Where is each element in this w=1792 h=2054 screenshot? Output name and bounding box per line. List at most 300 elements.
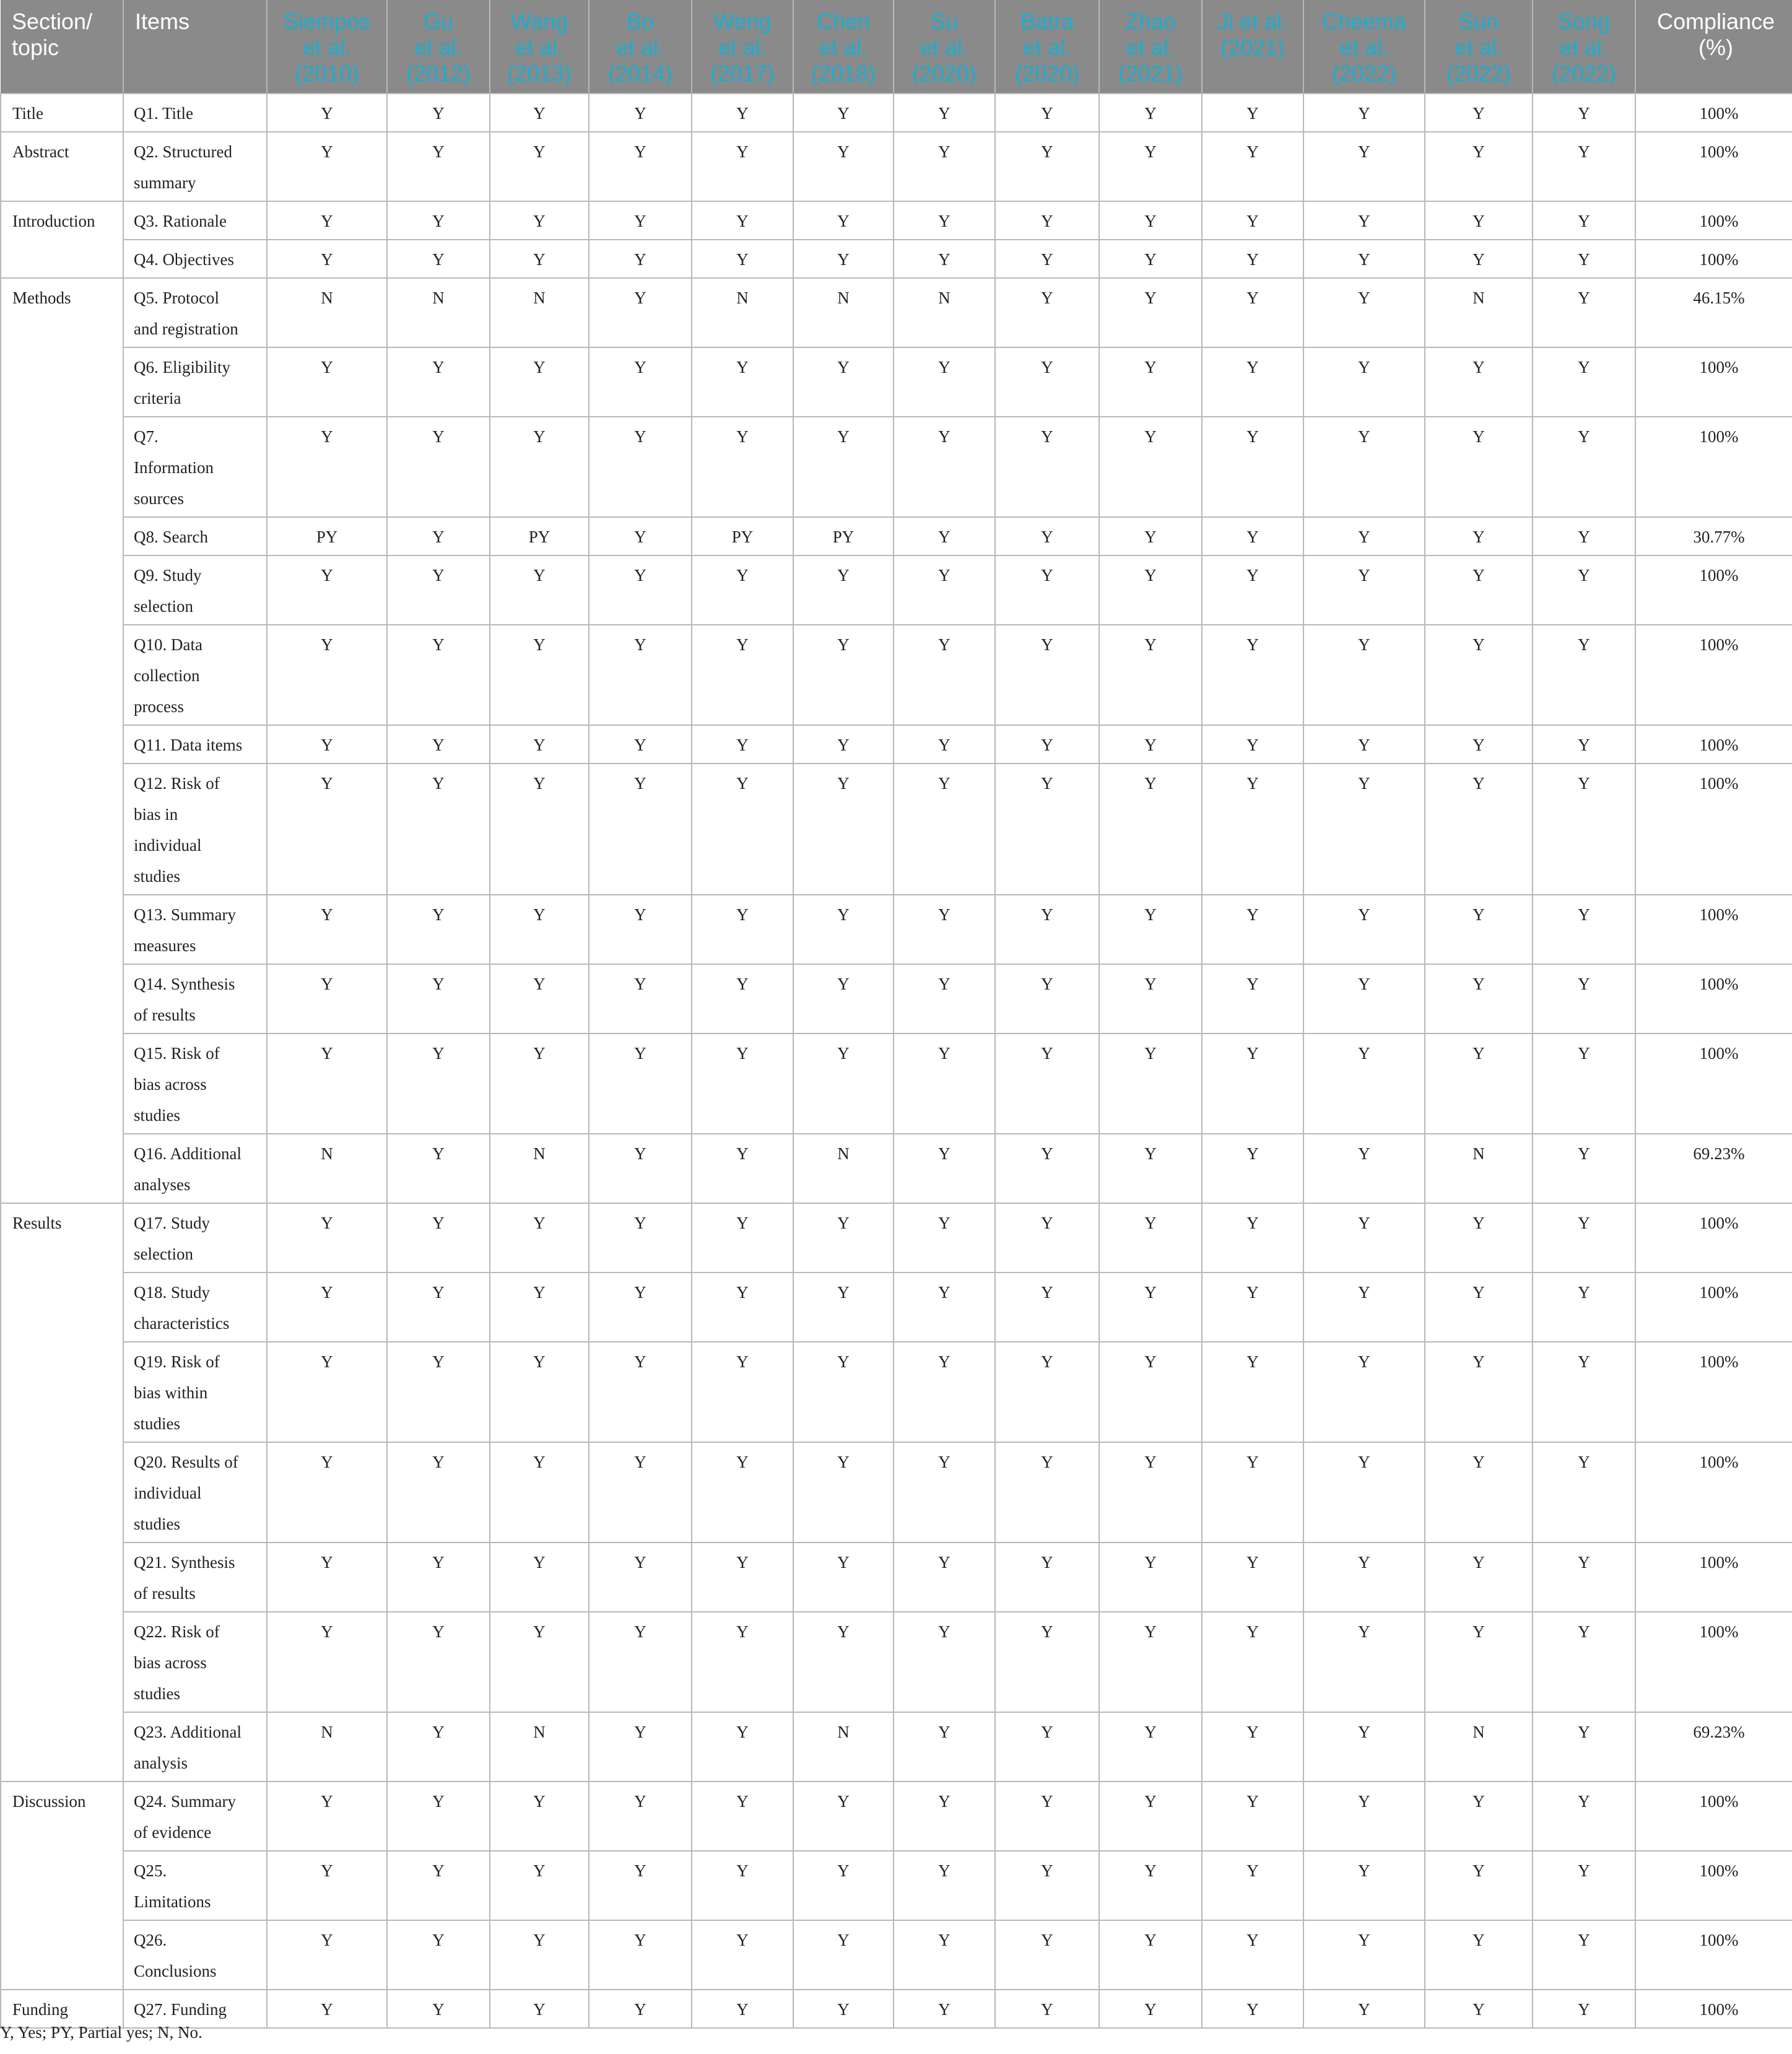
rating-cell: Y xyxy=(793,1273,894,1342)
rating-cell: Y xyxy=(1202,1134,1303,1203)
rating-cell: Y xyxy=(1202,1851,1303,1920)
rating-cell: Y xyxy=(793,725,894,764)
rating-cell: N xyxy=(1425,278,1533,347)
rating-cell: Y xyxy=(995,1034,1099,1134)
item-label-line: studies xyxy=(134,1106,181,1125)
item-label-line: Q13. Summary xyxy=(134,905,236,924)
compliance-cell: 100% xyxy=(1635,1442,1792,1543)
rating-cell: N xyxy=(793,1712,894,1782)
rating-cell: Y xyxy=(894,1034,995,1134)
study-citation-line: et al. xyxy=(414,35,463,60)
rating-cell: Y xyxy=(995,1203,1099,1273)
rating-cell: Y xyxy=(995,764,1099,895)
rating-cell: Y xyxy=(793,1990,894,2028)
item-cell xyxy=(123,240,267,278)
rating-cell: Y xyxy=(1099,94,1202,132)
rating-cell: Y xyxy=(1303,1712,1425,1782)
rating-cell: Y xyxy=(1303,555,1425,625)
rating-cell: Y xyxy=(793,1543,894,1612)
rating-cell: Y xyxy=(1533,1203,1635,1273)
rating-cell: Y xyxy=(793,240,894,278)
rating-cell: Y xyxy=(267,1034,387,1134)
rating-cell: PY xyxy=(267,517,387,555)
item-label-line: Q21. Synthesis xyxy=(134,1553,235,1572)
rating-cell: Y xyxy=(692,725,793,764)
rating-cell: Y xyxy=(589,725,692,764)
rating-cell: Y xyxy=(589,1612,692,1712)
section-cell: Abstract xyxy=(1,132,123,201)
rating-cell: Y xyxy=(1099,1920,1202,1990)
rating-cell: Y xyxy=(589,1273,692,1342)
rating-cell: Y xyxy=(490,347,589,417)
compliance-cell: 100% xyxy=(1635,1612,1792,1712)
rating-cell: Y xyxy=(1533,201,1635,240)
header-study-11[interactable] xyxy=(1303,0,1425,94)
rating-cell: N xyxy=(387,278,490,347)
rating-cell: Y xyxy=(1202,764,1303,895)
compliance-cell: 100% xyxy=(1635,625,1792,725)
table-row xyxy=(1,1134,1792,1203)
compliance-cell: 100% xyxy=(1635,1851,1792,1920)
rating-cell: Y xyxy=(1425,1442,1533,1543)
rating-cell: Y xyxy=(589,132,692,201)
study-citation-line: (2013) xyxy=(507,61,572,86)
study-citation-line: Bo xyxy=(626,9,655,34)
rating-cell: Y xyxy=(1099,278,1202,347)
rating-cell: Y xyxy=(1303,278,1425,347)
study-citation-line: Wang xyxy=(510,9,568,34)
rating-cell: Y xyxy=(1303,895,1425,964)
rating-cell: Y xyxy=(589,1342,692,1442)
item-cell xyxy=(123,517,267,555)
rating-cell: Y xyxy=(490,1920,589,1990)
rating-cell: Y xyxy=(387,1920,490,1990)
rating-cell: Y xyxy=(793,1782,894,1851)
item-cell xyxy=(123,625,267,725)
rating-cell: PY xyxy=(793,517,894,555)
item-cell xyxy=(123,1034,267,1134)
study-citation-line: et al. xyxy=(1022,35,1072,60)
rating-cell: Y xyxy=(1202,1273,1303,1342)
compliance-cell: 100% xyxy=(1635,1990,1792,2028)
rating-cell: Y xyxy=(1425,1034,1533,1134)
header-study-9[interactable] xyxy=(1099,0,1202,94)
table-row xyxy=(1,417,1792,517)
table-row xyxy=(1,625,1792,725)
rating-cell: Y xyxy=(267,555,387,625)
item-label-line: Q17. Study xyxy=(134,1214,211,1232)
rating-cell: Y xyxy=(1425,1851,1533,1920)
rating-cell: Y xyxy=(1099,517,1202,555)
table-row xyxy=(1,764,1792,895)
rating-cell: Y xyxy=(1425,201,1533,240)
item-cell xyxy=(123,94,267,132)
rating-cell: Y xyxy=(692,1920,793,1990)
item-label-line: of results xyxy=(134,1006,196,1024)
rating-cell: Y xyxy=(793,625,894,725)
rating-cell: Y xyxy=(1099,1990,1202,2028)
item-label-line: Conclusions xyxy=(134,1962,217,1980)
rating-cell: Y xyxy=(267,1920,387,1990)
study-citation-line: et al. xyxy=(515,35,564,60)
rating-cell: Y xyxy=(589,964,692,1034)
item-cell xyxy=(123,555,267,625)
table-row xyxy=(1,964,1792,1034)
rating-cell: Y xyxy=(894,1342,995,1442)
rating-cell: Y xyxy=(692,1990,793,2028)
compliance-cell: 100% xyxy=(1635,94,1792,132)
study-citation-line: (2010) xyxy=(294,61,360,86)
item-label-line: Q20. Results of xyxy=(134,1453,238,1471)
rating-cell: Y xyxy=(267,1612,387,1712)
rating-cell: Y xyxy=(1303,1612,1425,1712)
rating-cell: Y xyxy=(589,555,692,625)
rating-cell: Y xyxy=(1202,1442,1303,1543)
item-cell xyxy=(123,1203,267,1273)
item-cell xyxy=(123,1442,267,1543)
compliance-cell: 100% xyxy=(1635,555,1792,625)
rating-cell: Y xyxy=(387,1990,490,2028)
rating-cell: Y xyxy=(1303,94,1425,132)
rating-cell: Y xyxy=(995,1612,1099,1712)
item-cell xyxy=(123,895,267,964)
rating-cell: Y xyxy=(589,417,692,517)
rating-cell: Y xyxy=(894,94,995,132)
rating-cell: Y xyxy=(1425,417,1533,517)
item-cell xyxy=(123,417,267,517)
rating-cell: Y xyxy=(1425,1203,1533,1273)
item-cell xyxy=(123,725,267,764)
rating-cell: Y xyxy=(267,964,387,1034)
rating-cell: Y xyxy=(1202,625,1303,725)
rating-cell: Y xyxy=(490,895,589,964)
item-label-line: criteria xyxy=(134,389,181,407)
header-study-8[interactable] xyxy=(995,0,1099,94)
rating-cell: Y xyxy=(1425,625,1533,725)
rating-cell: Y xyxy=(1533,1990,1635,2028)
rating-cell: Y xyxy=(793,1203,894,1273)
rating-cell: Y xyxy=(1303,1034,1425,1134)
rating-cell: Y xyxy=(894,964,995,1034)
rating-cell: Y xyxy=(1099,1034,1202,1134)
section-cell: Results xyxy=(1,1203,123,1782)
rating-cell: Y xyxy=(267,725,387,764)
rating-cell: Y xyxy=(589,240,692,278)
item-cell xyxy=(123,1782,267,1851)
rating-cell: N xyxy=(267,1134,387,1203)
header-study-4[interactable] xyxy=(589,0,692,94)
rating-cell: Y xyxy=(1533,347,1635,417)
study-citation-line: Ji et al. xyxy=(1217,9,1289,34)
rating-cell: Y xyxy=(387,94,490,132)
item-label-line: bias in xyxy=(134,805,178,824)
rating-cell: Y xyxy=(995,625,1099,725)
table-header-row xyxy=(1,0,1792,94)
rating-cell: Y xyxy=(894,1851,995,1920)
header-study-2[interactable] xyxy=(387,0,490,94)
rating-cell: Y xyxy=(1303,1990,1425,2028)
rating-cell: Y xyxy=(1099,1543,1202,1612)
header-study-10[interactable] xyxy=(1202,0,1303,94)
study-citation-line: (2012) xyxy=(406,61,471,86)
rating-cell: Y xyxy=(793,1612,894,1712)
rating-cell: Y xyxy=(692,1273,793,1342)
rating-cell: N xyxy=(267,1712,387,1782)
study-citation-line: (2022) xyxy=(1551,61,1617,86)
rating-cell: Y xyxy=(589,1134,692,1203)
compliance-cell: 100% xyxy=(1635,1034,1792,1134)
item-label-line: Q12. Risk of xyxy=(134,774,220,793)
item-label-line: Q26. xyxy=(134,1931,167,1949)
rating-cell: Y xyxy=(1202,1034,1303,1134)
rating-cell: Y xyxy=(894,417,995,517)
study-citation-line: Cheema xyxy=(1321,9,1407,34)
rating-cell: Y xyxy=(267,132,387,201)
rating-cell: Y xyxy=(589,201,692,240)
rating-cell: Y xyxy=(1425,725,1533,764)
rating-cell: Y xyxy=(1303,1543,1425,1612)
item-cell xyxy=(123,1342,267,1442)
rating-cell: Y xyxy=(490,1612,589,1712)
rating-cell: Y xyxy=(995,1851,1099,1920)
table-row xyxy=(1,94,1792,132)
header-study-1[interactable] xyxy=(267,0,387,94)
rating-cell: Y xyxy=(692,201,793,240)
rating-cell: Y xyxy=(995,1990,1099,2028)
rating-cell: Y xyxy=(490,1851,589,1920)
item-label-line: Q6. Eligibility xyxy=(134,358,231,376)
item-label-line: individual xyxy=(134,1484,202,1502)
table-row xyxy=(1,517,1792,555)
rating-cell: Y xyxy=(995,1782,1099,1851)
header-section-topic: Section/ topic xyxy=(1,0,123,94)
rating-cell: Y xyxy=(387,1612,490,1712)
header-study-7[interactable] xyxy=(894,0,995,94)
rating-cell: Y xyxy=(490,417,589,517)
compliance-cell: 100% xyxy=(1635,764,1792,895)
header-compliance: Compliance (%) xyxy=(1635,0,1792,94)
item-label-line: Q16. Additional xyxy=(134,1144,241,1163)
study-citation-line: (2021) xyxy=(1220,35,1285,60)
rating-cell: Y xyxy=(589,278,692,347)
rating-cell: Y xyxy=(1099,347,1202,417)
rating-cell: Y xyxy=(995,240,1099,278)
rating-cell: Y xyxy=(589,1543,692,1612)
item-label-line: studies xyxy=(134,1414,181,1433)
section-cell: Funding xyxy=(1,1990,123,2028)
rating-cell: Y xyxy=(692,1203,793,1273)
study-citation-line: Song xyxy=(1557,9,1611,34)
rating-cell: Y xyxy=(995,1442,1099,1543)
rating-cell: Y xyxy=(1202,1782,1303,1851)
rating-cell: Y xyxy=(490,240,589,278)
study-citation-line: (2018) xyxy=(811,61,876,86)
header-study-5[interactable] xyxy=(692,0,793,94)
rating-cell: Y xyxy=(1425,1920,1533,1990)
rating-cell: Y xyxy=(1533,240,1635,278)
rating-cell: Y xyxy=(1303,625,1425,725)
rating-cell: Y xyxy=(589,764,692,895)
rating-cell: Y xyxy=(894,347,995,417)
rating-cell: Y xyxy=(894,764,995,895)
rating-cell: N xyxy=(894,278,995,347)
rating-cell: Y xyxy=(387,764,490,895)
rating-cell: Y xyxy=(1202,1920,1303,1990)
table-row xyxy=(1,132,1792,201)
rating-cell: Y xyxy=(589,1782,692,1851)
rating-cell: Y xyxy=(1303,1273,1425,1342)
rating-cell: Y xyxy=(1099,895,1202,964)
rating-cell: Y xyxy=(387,625,490,725)
rating-cell: Y xyxy=(1425,132,1533,201)
rating-cell: Y xyxy=(267,1342,387,1442)
rating-cell: Y xyxy=(1533,725,1635,764)
header-study-6[interactable] xyxy=(793,0,894,94)
rating-cell: Y xyxy=(1533,1851,1635,1920)
rating-cell: Y xyxy=(1533,1034,1635,1134)
item-label-line: Q2. Structured xyxy=(134,142,232,161)
rating-cell: Y xyxy=(1533,555,1635,625)
rating-cell: Y xyxy=(1202,964,1303,1034)
item-cell xyxy=(123,1273,267,1342)
rating-cell: Y xyxy=(793,1442,894,1543)
rating-cell: Y xyxy=(1099,964,1202,1034)
rating-cell: Y xyxy=(793,1851,894,1920)
compliance-cell: 100% xyxy=(1635,1203,1792,1273)
rating-cell: Y xyxy=(387,1034,490,1134)
study-citation-line: (2022) xyxy=(1331,61,1397,86)
item-label-line: summary xyxy=(134,173,196,192)
rating-cell: Y xyxy=(894,555,995,625)
rating-cell: Y xyxy=(995,725,1099,764)
table-row xyxy=(1,1990,1792,2028)
rating-cell: N xyxy=(692,278,793,347)
rating-cell: Y xyxy=(589,347,692,417)
item-label-line: characteristics xyxy=(134,1314,230,1333)
rating-cell: Y xyxy=(387,1782,490,1851)
item-label-line: studies xyxy=(134,1684,181,1703)
header-study-12[interactable] xyxy=(1425,0,1533,94)
compliance-cell: 100% xyxy=(1635,132,1792,201)
rating-cell: Y xyxy=(267,895,387,964)
rating-cell: Y xyxy=(490,94,589,132)
header-study-3[interactable] xyxy=(490,0,589,94)
table-row xyxy=(1,1273,1792,1342)
study-citation-line: (2021) xyxy=(1118,61,1183,86)
rating-cell: Y xyxy=(1533,1342,1635,1442)
rating-cell: Y xyxy=(894,725,995,764)
rating-cell: Y xyxy=(1425,964,1533,1034)
rating-cell: Y xyxy=(1533,1134,1635,1203)
item-label-line: Q27. Funding xyxy=(134,2000,227,2019)
rating-cell: Y xyxy=(589,1920,692,1990)
compliance-cell: 100% xyxy=(1635,240,1792,278)
rating-cell: Y xyxy=(995,1342,1099,1442)
rating-cell: Y xyxy=(1425,240,1533,278)
table-row xyxy=(1,240,1792,278)
rating-cell: Y xyxy=(1099,1712,1202,1782)
rating-cell: Y xyxy=(793,764,894,895)
rating-cell: Y xyxy=(490,1034,589,1134)
rating-cell: Y xyxy=(995,201,1099,240)
study-citation-line: (2022) xyxy=(1446,61,1511,86)
item-label-line: of results xyxy=(134,1584,196,1603)
section-cell: Title xyxy=(1,94,123,132)
item-label-line: Q1. Title xyxy=(134,104,194,123)
compliance-cell: 100% xyxy=(1635,964,1792,1034)
item-label-line: Information xyxy=(134,458,214,477)
table-row xyxy=(1,1342,1792,1442)
rating-cell: Y xyxy=(1099,1273,1202,1342)
rating-cell: Y xyxy=(1202,517,1303,555)
study-citation-line: et al. xyxy=(302,35,352,60)
rating-cell: Y xyxy=(1202,1612,1303,1712)
compliance-cell: 30.77% xyxy=(1635,517,1792,555)
rating-cell: Y xyxy=(1202,895,1303,964)
header-items: Items xyxy=(123,0,267,94)
section-cell: Methods xyxy=(1,278,123,1203)
table-row xyxy=(1,1851,1792,1920)
study-citation-line: et al. xyxy=(1454,35,1503,60)
section-cell: Introduction xyxy=(1,201,123,278)
rating-cell: Y xyxy=(267,1203,387,1273)
rating-cell: Y xyxy=(1303,1203,1425,1273)
rating-cell: Y xyxy=(894,1134,995,1203)
rating-cell: Y xyxy=(1303,417,1425,517)
rating-cell: Y xyxy=(387,132,490,201)
rating-cell: Y xyxy=(490,132,589,201)
rating-cell: Y xyxy=(1099,1134,1202,1203)
rating-cell: Y xyxy=(490,764,589,895)
item-label-line: bias across xyxy=(134,1653,207,1672)
rating-cell: Y xyxy=(387,1442,490,1543)
rating-cell: Y xyxy=(490,1442,589,1543)
rating-cell: Y xyxy=(995,895,1099,964)
rating-cell: Y xyxy=(267,240,387,278)
rating-cell: Y xyxy=(894,201,995,240)
section-cell: Discussion xyxy=(1,1782,123,1990)
rating-cell: Y xyxy=(589,1990,692,2028)
rating-cell: Y xyxy=(894,132,995,201)
rating-cell: Y xyxy=(894,1782,995,1851)
rating-cell: Y xyxy=(1303,1442,1425,1543)
rating-cell: Y xyxy=(995,1712,1099,1782)
rating-cell: Y xyxy=(589,1034,692,1134)
header-study-13[interactable] xyxy=(1533,0,1635,94)
rating-cell: Y xyxy=(1425,555,1533,625)
item-cell xyxy=(123,1990,267,2028)
table-row xyxy=(1,347,1792,417)
item-cell xyxy=(123,1543,267,1612)
study-citation-line: Gu xyxy=(423,9,454,34)
rating-cell: Y xyxy=(387,964,490,1034)
item-label-line: bias across xyxy=(134,1075,207,1094)
item-label-line: Q3. Rationale xyxy=(134,212,227,230)
item-label-line: individual xyxy=(134,836,202,855)
rating-cell: Y xyxy=(793,132,894,201)
compliance-cell: 100% xyxy=(1635,347,1792,417)
rating-cell: Y xyxy=(793,347,894,417)
item-cell xyxy=(123,201,267,240)
rating-cell: Y xyxy=(692,132,793,201)
rating-cell: Y xyxy=(692,240,793,278)
rating-cell: Y xyxy=(692,1612,793,1712)
rating-cell: Y xyxy=(894,625,995,725)
compliance-cell: 46.15% xyxy=(1635,278,1792,347)
item-cell xyxy=(123,1712,267,1782)
rating-cell: Y xyxy=(387,1273,490,1342)
rating-cell: Y xyxy=(1202,240,1303,278)
